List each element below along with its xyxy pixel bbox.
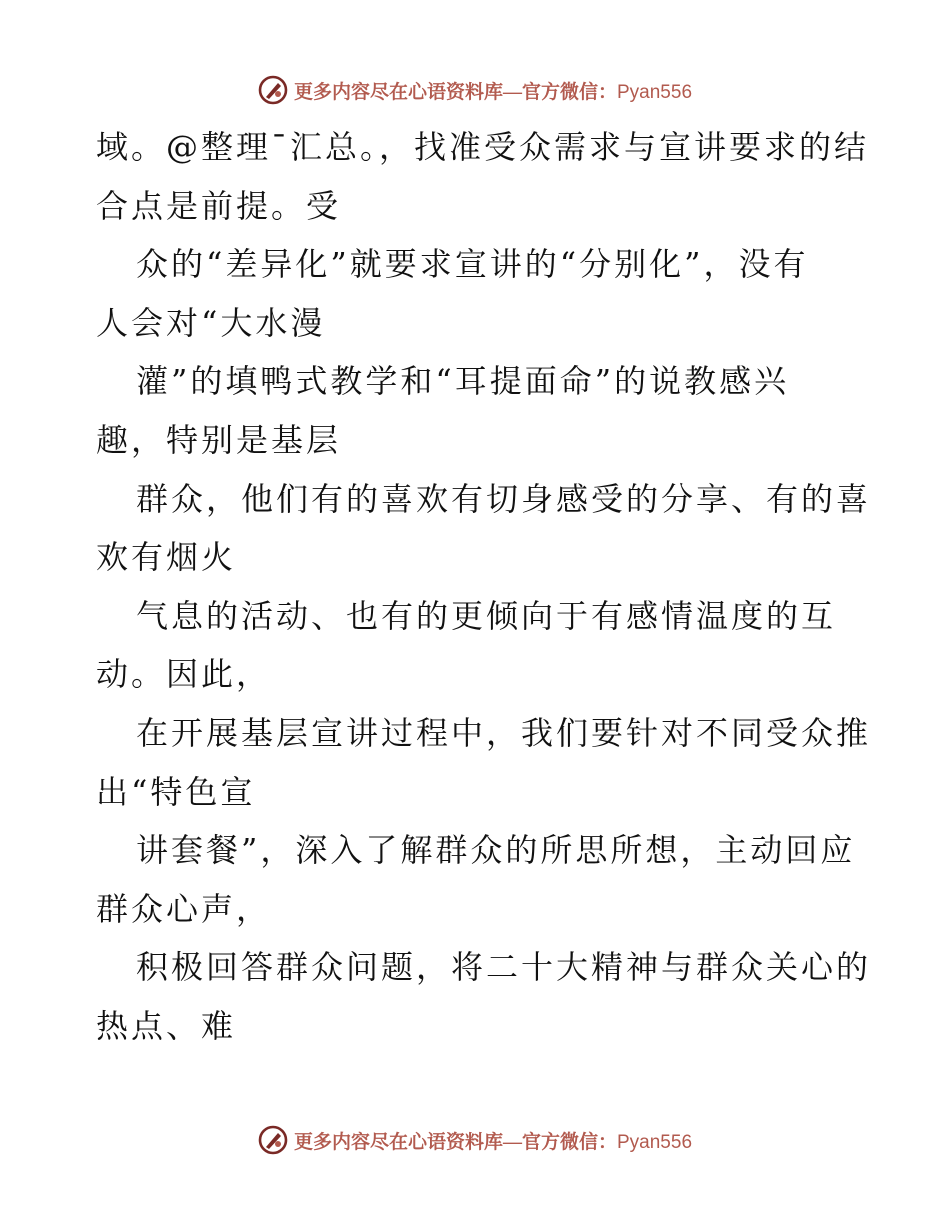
body-line: 灌”的填鸭式教学和“耳提面命”的说教感兴 xyxy=(136,362,790,401)
header-banner xyxy=(0,70,950,110)
footer-banner-text: 更多内容尽在心语资料库—官方微信：Pyan556 xyxy=(293,1131,693,1153)
body-line: 在开展基层宣讲过程中，我们要针对不同受众推 xyxy=(136,713,872,752)
body-line: 欢有烟火 xyxy=(96,538,237,577)
body-line: 趣，特别是基层 xyxy=(96,420,342,459)
body-line: 群众心声， xyxy=(96,889,272,928)
body-line: 出“特色宣 xyxy=(96,772,256,811)
body-line: 人会对“大水漫 xyxy=(96,303,326,342)
body-line: 众的“差异化”就要求宣讲的“分别化”，没有 xyxy=(136,245,809,284)
footer-banner xyxy=(0,1120,950,1160)
body-line: 积极回答群众问题，将二十大精神与群众关心的 xyxy=(136,948,872,987)
body-line: 群众，他们有的喜欢有切身感受的分享、有的喜 xyxy=(136,479,872,518)
pen-seal-logo-icon xyxy=(258,1125,288,1155)
header-banner-text: 更多内容尽在心语资料库—官方微信：Pyan556 xyxy=(293,81,693,103)
body-line: 合点是前提。受 xyxy=(96,186,342,225)
body-line: 气息的活动、也有的更倾向于有感情温度的互 xyxy=(136,596,837,635)
body-line: 讲套餐”，深入了解群众的所思所想，主动回应 xyxy=(136,831,856,870)
body-line: 热点、难 xyxy=(96,1006,237,1045)
header-banner-handle: Pyan556 xyxy=(617,81,693,103)
footer-banner-handle: Pyan556 xyxy=(617,1131,693,1153)
body-line: 域。@整理¯汇总。，找准受众需求与宣讲要求的结 xyxy=(96,128,870,166)
document-body xyxy=(96,118,872,1056)
body-line: 动。因此， xyxy=(96,655,272,694)
pen-seal-logo-icon xyxy=(258,75,288,105)
